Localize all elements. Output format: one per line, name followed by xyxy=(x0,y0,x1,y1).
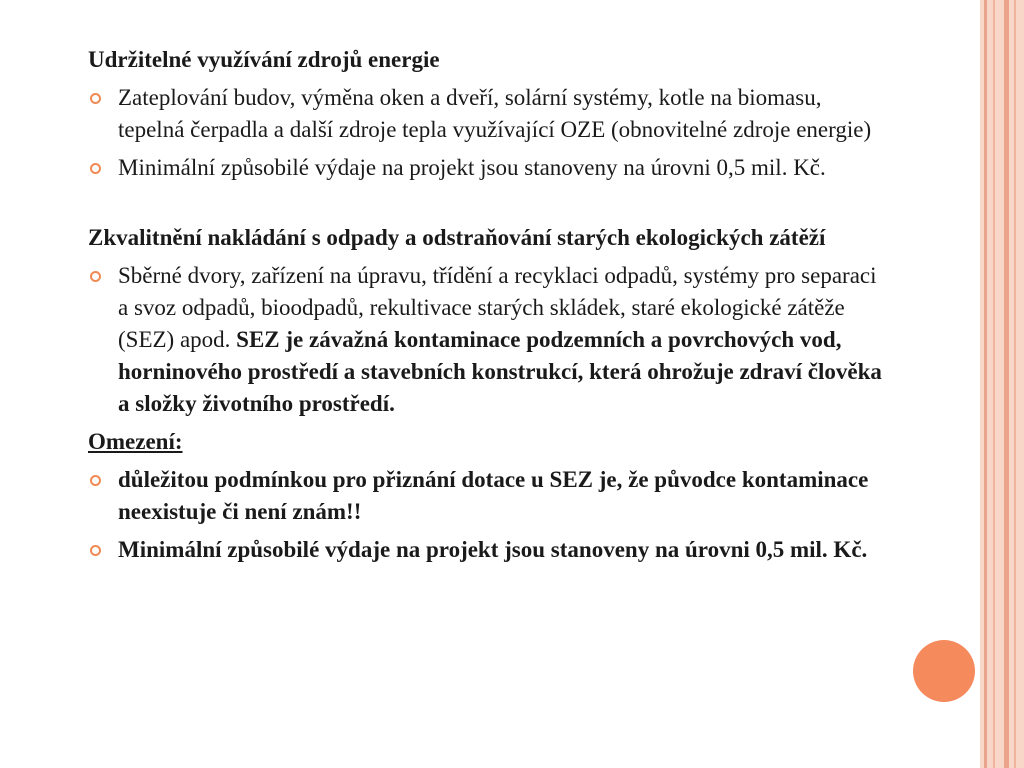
decorative-stripe xyxy=(993,0,995,768)
bullet-circle-icon xyxy=(90,163,101,174)
decorative-circle xyxy=(913,640,975,702)
decorative-stripe xyxy=(1004,0,1009,768)
restrictions-label: Omezení: xyxy=(88,429,183,454)
section-heading-waste: Zkvalitnění nakládání s odpady a odstraňování starých ekologických zátěží xyxy=(88,225,826,250)
bullet-item xyxy=(88,260,888,420)
section-heading-restrictions xyxy=(88,426,888,458)
slide-content xyxy=(88,44,888,566)
bullet-circle-icon xyxy=(90,93,101,104)
decorative-stripe xyxy=(984,0,987,768)
bullet-text: Minimální způsobilé výdaje na projekt jsou stanoveny na úrovni 0,5 mil. Kč. xyxy=(118,155,826,180)
bullet-item xyxy=(88,534,888,566)
bullet-item xyxy=(88,152,888,184)
bullet-item xyxy=(88,82,888,146)
bullet-text: Sběrné dvory, zařízení na úpravu, třídění a recyklaci odpadů, systémy pro separaci a svoz odpadů, bioodpadů, rekultivace starých skládek, staré ekologické zátěže (SEZ) apod. xyxy=(118,263,877,352)
bullet-text-bold: SEZ je závažná kontaminace podzemních a povrchových vod, horninového prostředí a stavebních konstrukcí, která ohrožuje zdraví člověka a složky životního prostředí. xyxy=(118,327,882,416)
bullet-circle-icon xyxy=(90,545,101,556)
bullet-text: Minimální způsobilé výdaje na projekt jsou stanoveny na úrovni 0,5 mil. Kč. xyxy=(118,537,868,562)
bullet-circle-icon xyxy=(90,475,101,486)
section-heading-energy: Udržitelné využívání zdrojů energie xyxy=(88,47,440,72)
bullet-item xyxy=(88,464,888,528)
bullet-text: důležitou podmínkou pro přiznání dotace u SEZ je, že původce kontaminace neexistuje či není znám!! xyxy=(118,467,869,524)
bullet-text: Zateplování budov, výměna oken a dveří, solární systémy, kotle na biomasu, tepelná čerpadla a další zdroje tepla využívající OZE (obnovitelné zdroje energie) xyxy=(118,85,872,142)
bullet-circle-icon xyxy=(90,271,101,282)
decorative-stripe xyxy=(1014,0,1016,768)
